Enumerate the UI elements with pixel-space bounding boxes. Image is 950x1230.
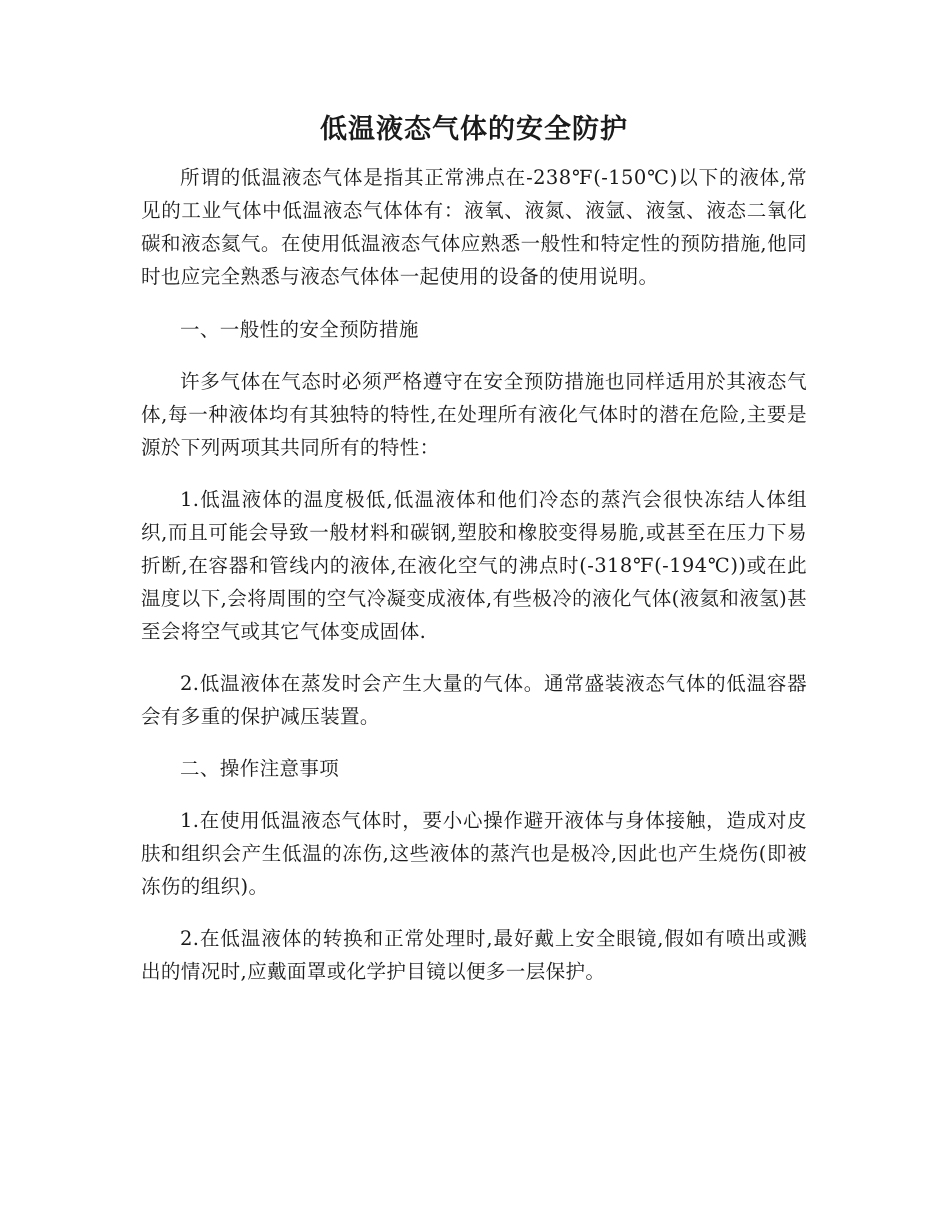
operation-item-2: 2.在低温液体的转换和正常处理时,最好戴上安全眼镜,假如有喷出或溅出的情况时,应戴面罩或化学护目镜以便多一层保护。 xyxy=(141,927,807,983)
section-heading-operation-notes: 二、操作注意事项 xyxy=(180,757,340,780)
intro-paragraph: 所谓的低温液态气体是指其正常沸点在-238℉(-150℃)以下的液体,常见的工业气体中低温液态气体体有：液氧、液氮、液氩、液氢、液态二氧化碳和液态氦气。在使用低温液态气体应熟悉一般性和特定性的预防措施,他同时也应完全熟悉与液态气体体一起使用的设备的使用说明。 xyxy=(141,166,807,288)
general-precautions-paragraph: 许多气体在气态时必须严格遵守在安全预防措施也同样适用於其液态气体,每一种液体均有其独特的特性,在处理所有液化气体时的潜在危险,主要是源於下列两项其共同所有的特性： xyxy=(141,370,807,459)
precaution-item-1: 1.低温液体的温度极低,低温液体和他们冷态的蒸汽会很快冻结人体组织,而且可能会导致一般材料和碳钢,塑胶和橡胶变得易脆,或甚至在压力下易折断,在容器和管线内的液体,在液化空气的沸点时(-318℉(-194℃))或在此温度以下,会将周围的空气冷凝变成液体,有些极冷的液化气体(液氦和液氢)甚至会将空气或其它气体变成固体. xyxy=(141,488,808,643)
operation-item-1: 1.在使用低温液态气体时，要小心操作避开液体与身体接触，造成对皮肤和组织会产生低温的冻伤,这些液体的蒸汽也是极冷,因此也产生烧伤(即被冻伤的组织)。 xyxy=(141,809,807,898)
document-title: 低温液态气体的安全防护 xyxy=(320,114,628,145)
section-heading-general-precautions: 一、一般性的安全预防措施 xyxy=(180,318,419,341)
document-page xyxy=(141,110,807,1007)
precaution-item-2: 2.低温液体在蒸发时会产生大量的气体。通常盛装液态气体的低温容器会有多重的保护减压装置。 xyxy=(141,672,807,728)
